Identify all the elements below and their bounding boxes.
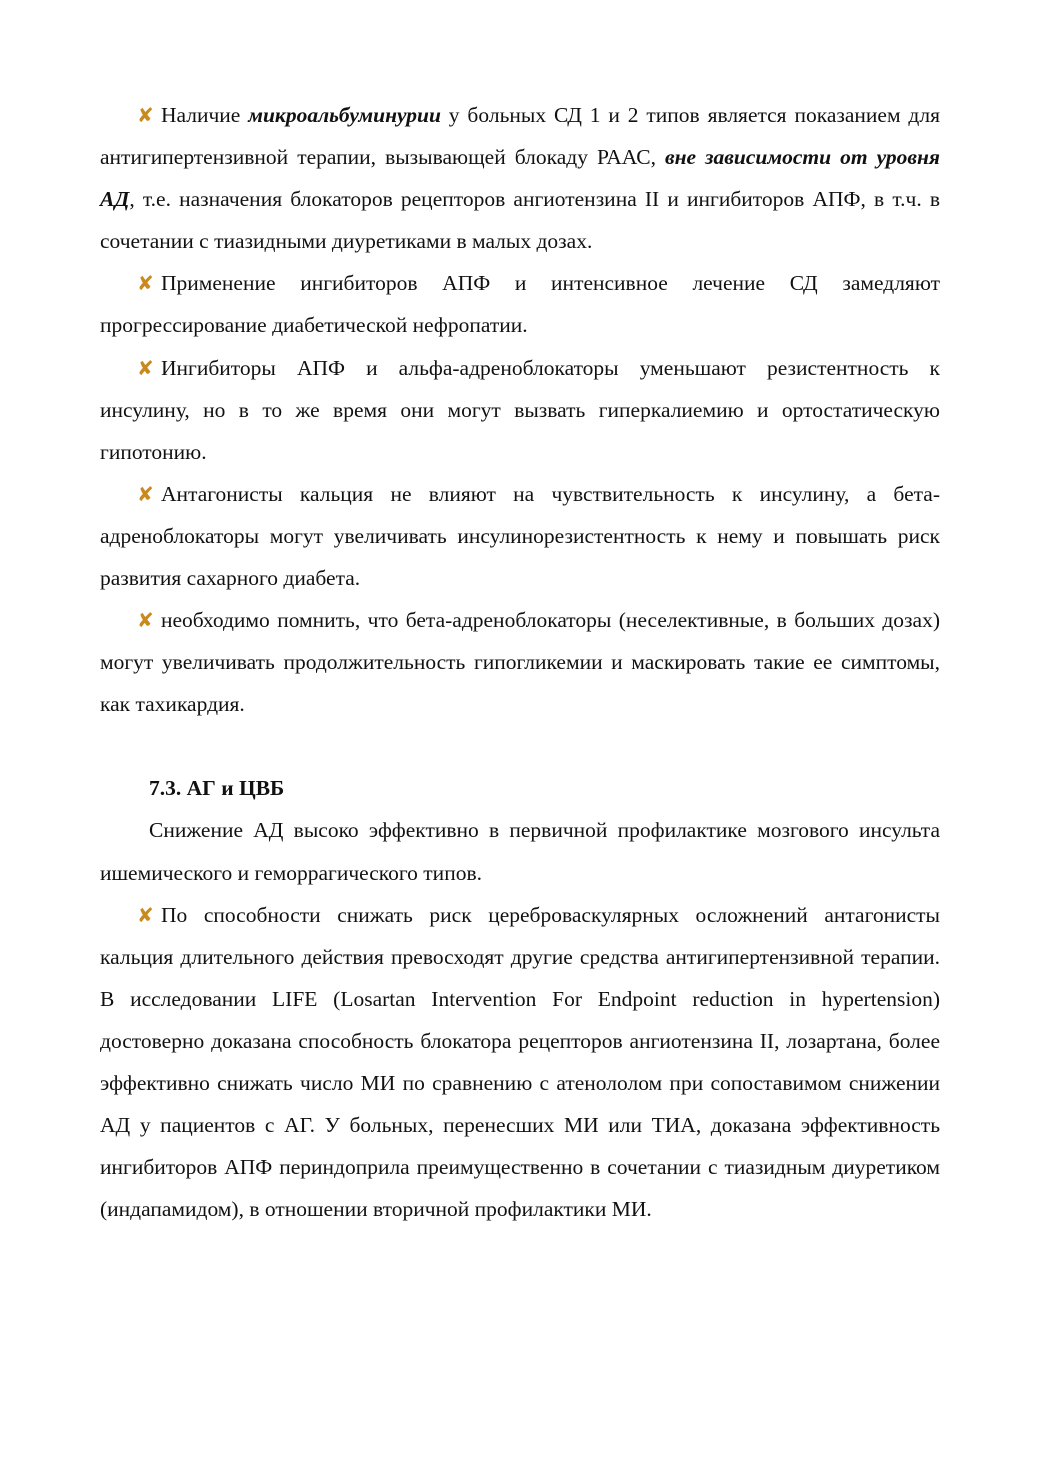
paragraph-insulin-resistance <box>100 347 940 473</box>
x-mark-icon: ✘ <box>137 481 154 506</box>
x-mark-icon: ✘ <box>137 271 154 296</box>
emphasis-text: микроальбуминурии <box>248 103 441 127</box>
paragraph-text: у больных СД 1 и 2 типов является показанием для антигипертензивной терапии, вызывающей блокаду РААС, <box>100 103 940 170</box>
paragraph-text: Антагонисты кальция не влияют на чувствительность к инсулину, а бета-адреноблокаторы могут увеличивать инсулинорезистентность к нему и повышать риск развития сахарного диабета. <box>100 481 940 591</box>
paragraph-text: Наличие <box>161 103 249 127</box>
paragraph-beta-blockers <box>100 599 940 725</box>
paragraph-text: необходимо помнить, что бета-адреноблокаторы (неселективные, в больших дозах) могут увеличивать продолжительность гипогликемии и маскировать такие ее симптомы, как тахикардия. <box>100 608 940 717</box>
paragraph-text: Применение ингибиторов АПФ и интенсивное лечение СД замедляют прогрессирование диабетической нефропатии. <box>100 271 940 338</box>
paragraph-ace-inhibitors <box>100 262 940 346</box>
paragraph-text: , т.е. назначения блокаторов рецепторов ангиотензина II и ингибиторов АПФ, в т.ч. в сочетании с тиазидными диуретиками в малых дозах. <box>100 187 940 254</box>
paragraph-calcium-antagonists <box>100 473 940 599</box>
x-mark-icon: ✘ <box>137 103 154 127</box>
document-page <box>100 94 940 1230</box>
x-mark-icon: ✘ <box>137 355 154 380</box>
x-mark-icon: ✘ <box>137 902 154 927</box>
section-heading: 7.3. АГ и ЦВБ <box>149 776 285 801</box>
section-intro-paragraph: Снижение АД высоко эффективно в первичной профилактике мозгового инсульта ишемического и геморрагического типов. <box>100 818 940 885</box>
paragraph-text: Ингибиторы АПФ и альфа-адреноблокаторы уменьшают резистентность к инсулину, но в то же время они могут вызвать гиперкалиемию и ортостатическую гипотонию. <box>100 355 940 464</box>
paragraph-cerebrovascular <box>100 894 940 1231</box>
emphasis-text: вне зависимости от уровня АД <box>100 145 940 212</box>
paragraph-microalbuminuria <box>100 94 940 262</box>
x-mark-icon: ✘ <box>137 608 154 633</box>
paragraph-text: По способности снижать риск цереброваскулярных осложнений антагонисты кальция длительного действия превосходят другие средства антигипертензивной терапии. В исследовании LIFE (Losartan Intervention For Endpoint reduction in hypertension) достоверно доказана способность блокатора рецепторов ангиотензина II, лозартана, более эффективно снижать число МИ по сравнению с атенололом при сопоставимом снижении АД у пациентов с АГ. У больных, перенесших МИ или ТИА, доказана эффективность ингибиторов АПФ периндоприла преимущественно в сочетании с тиазидным диуретиком (индапамидом), в отношении вторичной профилактики МИ. <box>100 902 940 1222</box>
